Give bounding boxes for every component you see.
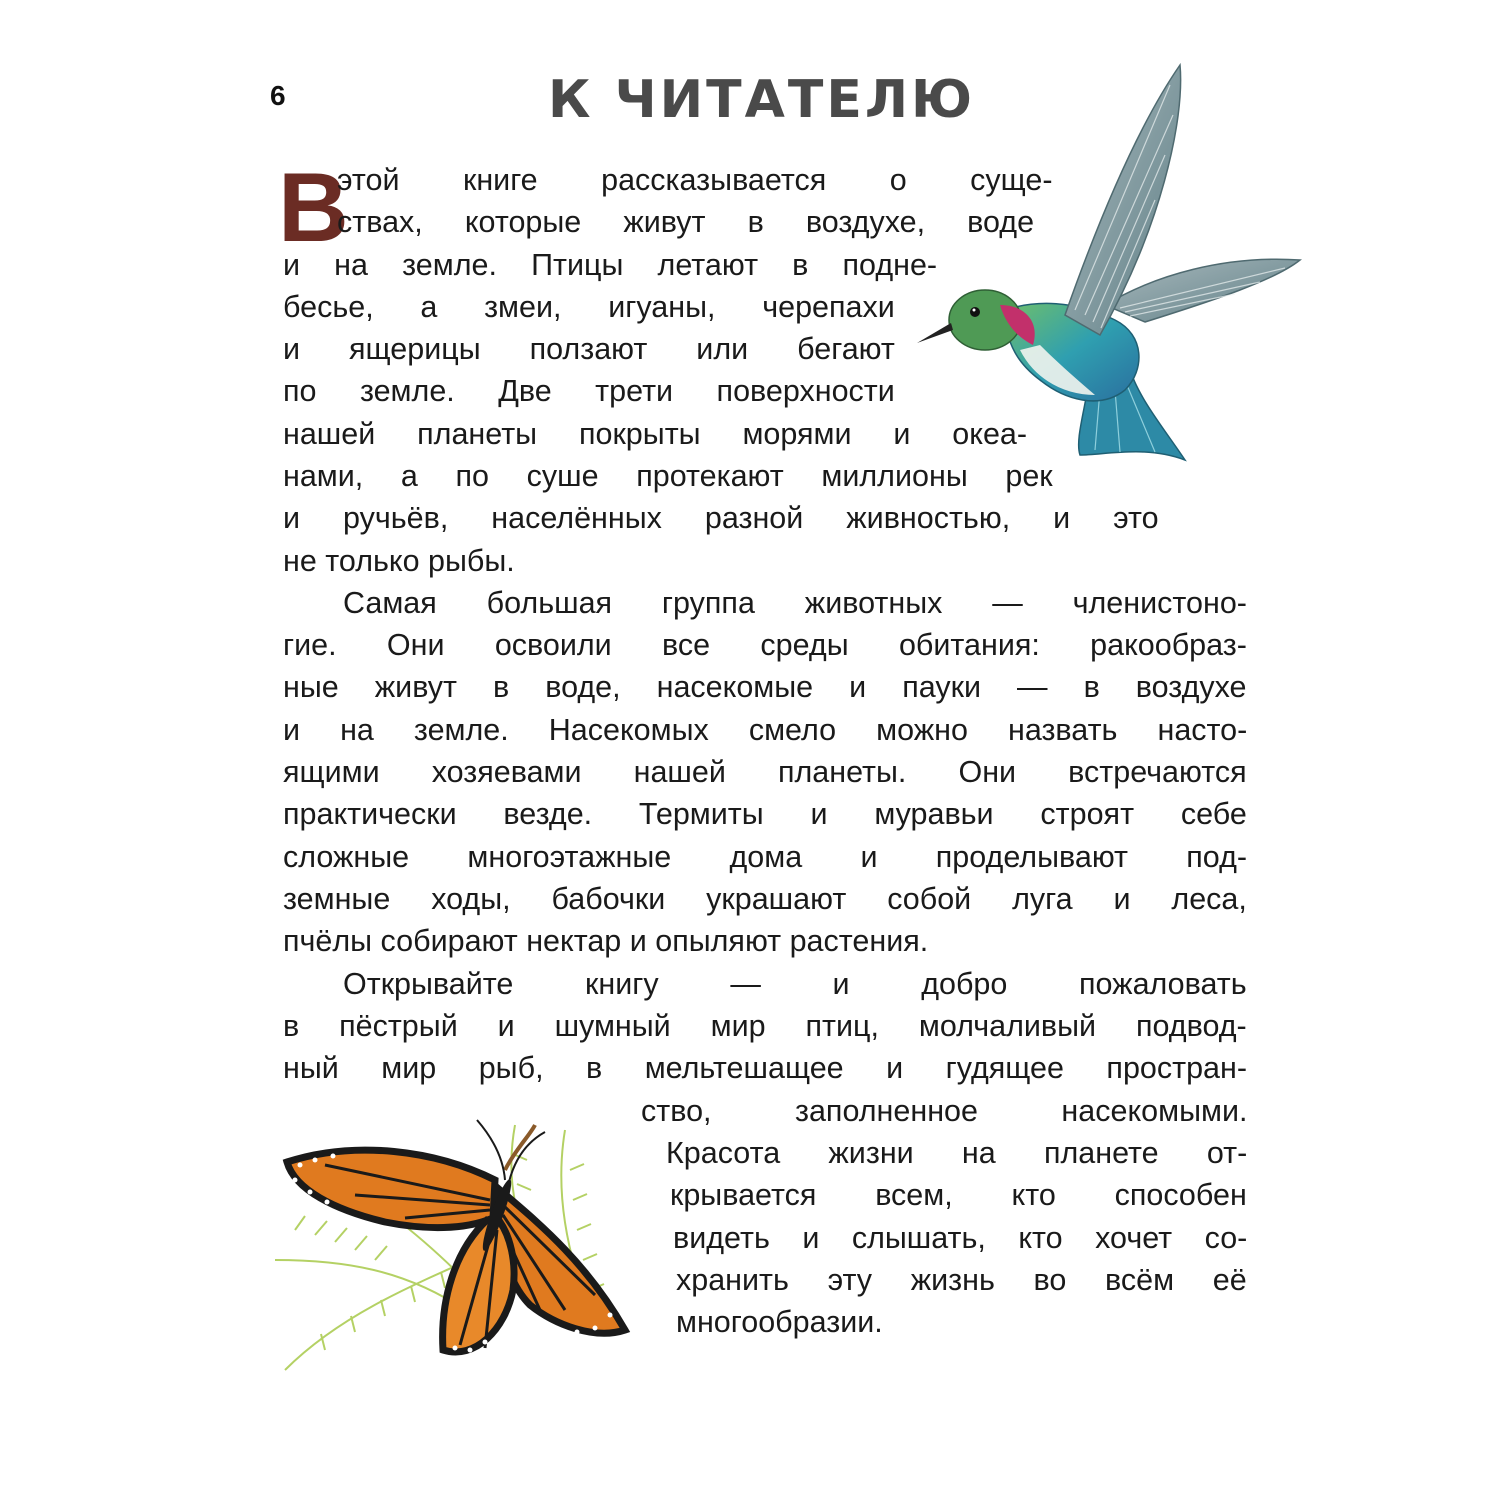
drop-cap: В (278, 152, 349, 262)
text-line: сложные многоэтажные дома и проделывают под- (283, 840, 1248, 874)
text-line: Красота жизни на планете от- (666, 1136, 1248, 1170)
text-line: ствах, которые живут в воздухе, воде (337, 205, 1035, 239)
text-line: Открывайте книгу — и добро пожаловать (343, 967, 1247, 1001)
text-line: бесье, а змеи, игуаны, черепахи (283, 290, 895, 324)
text-line: ный мир рыб, в мельтешащее и гудящее простран- (283, 1051, 1248, 1085)
text-line: этой книге рассказывается о суще- (337, 163, 1053, 197)
text-line: практически везде. Термиты и муравьи строят себе (283, 797, 1247, 831)
page-number: 6 (270, 80, 286, 111)
text-line: и ручьёв, населённых разной живностью, и это (283, 501, 1159, 535)
monarch-butterfly-illustration (265, 1110, 655, 1385)
text-line: и на земле. Насекомых смело можно назвать насто- (283, 713, 1248, 747)
text-line: ные живут в воде, насекомые и пауки — в воздухе (283, 670, 1247, 704)
text-line: пчёлы собирают нектар и опыляют растения. (283, 924, 929, 958)
text-line: ство, заполненное насекомыми. (641, 1094, 1248, 1128)
text-line: по земле. Две трети поверхности (283, 374, 895, 408)
text-line: земные ходы, бабочки украшают собой луга и леса, (283, 882, 1247, 916)
text-line: видеть и слышать, кто хочет со- (673, 1221, 1248, 1255)
text-line: многообразии. (676, 1305, 883, 1339)
text-line: гие. Они освоили все среды обитания: ракообраз- (283, 628, 1247, 662)
text-line: и на земле. Птицы летают в подне- (283, 248, 938, 282)
hummingbird-illustration (915, 60, 1305, 470)
text-line: крывается всем, кто способен (670, 1178, 1247, 1212)
text-line: ящими хозяевами нашей планеты. Они встречаются (283, 755, 1247, 789)
text-line: и ящерицы ползают или бегают (283, 332, 895, 366)
text-line: не только рыбы. (283, 544, 515, 578)
text-line: нами, а по суше протекают миллионы рек (283, 459, 1053, 493)
text-line: хранить эту жизнь во всём её (676, 1263, 1247, 1297)
text-line: нашей планеты покрыты морями и океа- (283, 417, 1028, 451)
text-line: в пёстрый и шумный мир птиц, молчаливый подвод- (283, 1009, 1247, 1043)
page-title: К ЧИТАТЕЛЮ (548, 70, 976, 130)
text-line: Самая большая группа животных — членистоно- (343, 586, 1247, 620)
